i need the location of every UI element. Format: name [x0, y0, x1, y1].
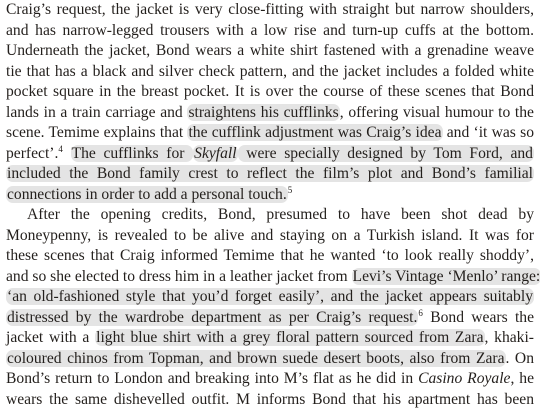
- body-text: Bond wears the: [422, 308, 534, 326]
- text-line: [6, 328, 534, 349]
- highlighted-text: distressed by the wardrobe department as per Craig’s request.: [7, 308, 418, 326]
- body-text: Bond’s return to London and breaking into M’s flat as he did in: [6, 370, 419, 387]
- footnote-marker: 6: [418, 307, 423, 318]
- highlighted-text: Levi’s Vintage ‘Menlo’ range:: [352, 267, 540, 285]
- highlighted-text: Skyfall: [194, 144, 237, 162]
- highlighted-text: were specially designed by Tom Ford, and: [238, 144, 533, 162]
- body-text: , offering visual humour to the: [339, 103, 534, 121]
- footnote-marker: 5: [287, 184, 293, 195]
- body-text: Underneath the jacket, Bond wears a white shirt fastened with a grenadine weave: [6, 42, 534, 59]
- body-text: . On: [505, 349, 534, 367]
- text-line: [6, 267, 540, 288]
- body-text: jacket with a: [6, 329, 96, 346]
- body-text: and so she elected to dress him in a leather jacket from: [6, 267, 352, 285]
- body-text: perfect’.: [6, 144, 59, 162]
- body-text: After the opening credits, Bond, presumed to have been shot dead by: [27, 206, 534, 223]
- text-line: [6, 144, 534, 165]
- body-text: wears the same dishevelled outfit. M informs Bond that his apartment has been: [6, 390, 534, 408]
- text-line: [6, 226, 534, 247]
- text-line: [6, 164, 534, 185]
- text-line: [27, 205, 534, 226]
- highlighted-text: straightens his cufflinks: [188, 103, 339, 121]
- body-text: Craig’s request, the jacket is very close-fitting with straight but narrow shoulders,: [6, 1, 534, 18]
- highlighted-text: The cufflinks for: [71, 144, 193, 162]
- text-line: [6, 62, 534, 83]
- text-line: [6, 308, 534, 329]
- body-text: Casino Royale: [418, 370, 511, 387]
- text-line: [6, 0, 534, 21]
- text-line: [6, 82, 534, 103]
- text-line: [6, 287, 534, 308]
- text-line: [6, 103, 534, 124]
- text-line: [6, 349, 534, 370]
- text-line: [6, 369, 534, 390]
- body-text: scene. Temime explains that: [6, 124, 188, 141]
- body-text: , he: [510, 370, 534, 387]
- body-text: Moneypenny, is revealed to be alive and staying on a Turkish island. It was for: [6, 226, 534, 244]
- text-line: [6, 390, 534, 411]
- body-text: these scenes that Craig informed Temime that he wanted ‘to look really shoddy’,: [6, 247, 534, 264]
- text-line: [6, 123, 534, 144]
- highlighted-text: light blue shirt with a grey floral pattern sourced from Zara: [96, 329, 484, 346]
- body-text: pocket square in the breast pocket. It is over the course of these scenes that Bond: [6, 83, 534, 100]
- body-text: lands in a train carriage and: [6, 103, 188, 121]
- text-line: [6, 246, 534, 267]
- highlighted-text: included the Bond family crest to reflect the film’s plot and Bond’s familial: [7, 165, 533, 182]
- text-line: [6, 21, 534, 42]
- body-text: , khaki-: [484, 329, 534, 346]
- text-line: [6, 41, 534, 62]
- highlighted-text: connections in order to add a personal touch.: [7, 185, 287, 203]
- body-text: and ‘it was so: [442, 124, 534, 141]
- body-text: and has narrow-legged trousers with a low rise and turn-up cuffs at the bottom.: [6, 21, 534, 39]
- highlighted-text: ‘an old-fashioned style that you’d forget easily’, and the jacket appears suitably: [7, 288, 533, 305]
- body-text: [63, 145, 71, 162]
- body-text: tie that has a black and silver check pattern, and the jacket includes a folded white: [6, 62, 534, 80]
- highlighted-text: coloured chinos from Topman, and brown suede desert boots, also from Zara: [7, 349, 505, 367]
- footnote-marker: 4: [58, 143, 63, 154]
- highlighted-text: the cufflink adjustment was Craig’s idea: [188, 124, 442, 141]
- text-line: [6, 185, 534, 206]
